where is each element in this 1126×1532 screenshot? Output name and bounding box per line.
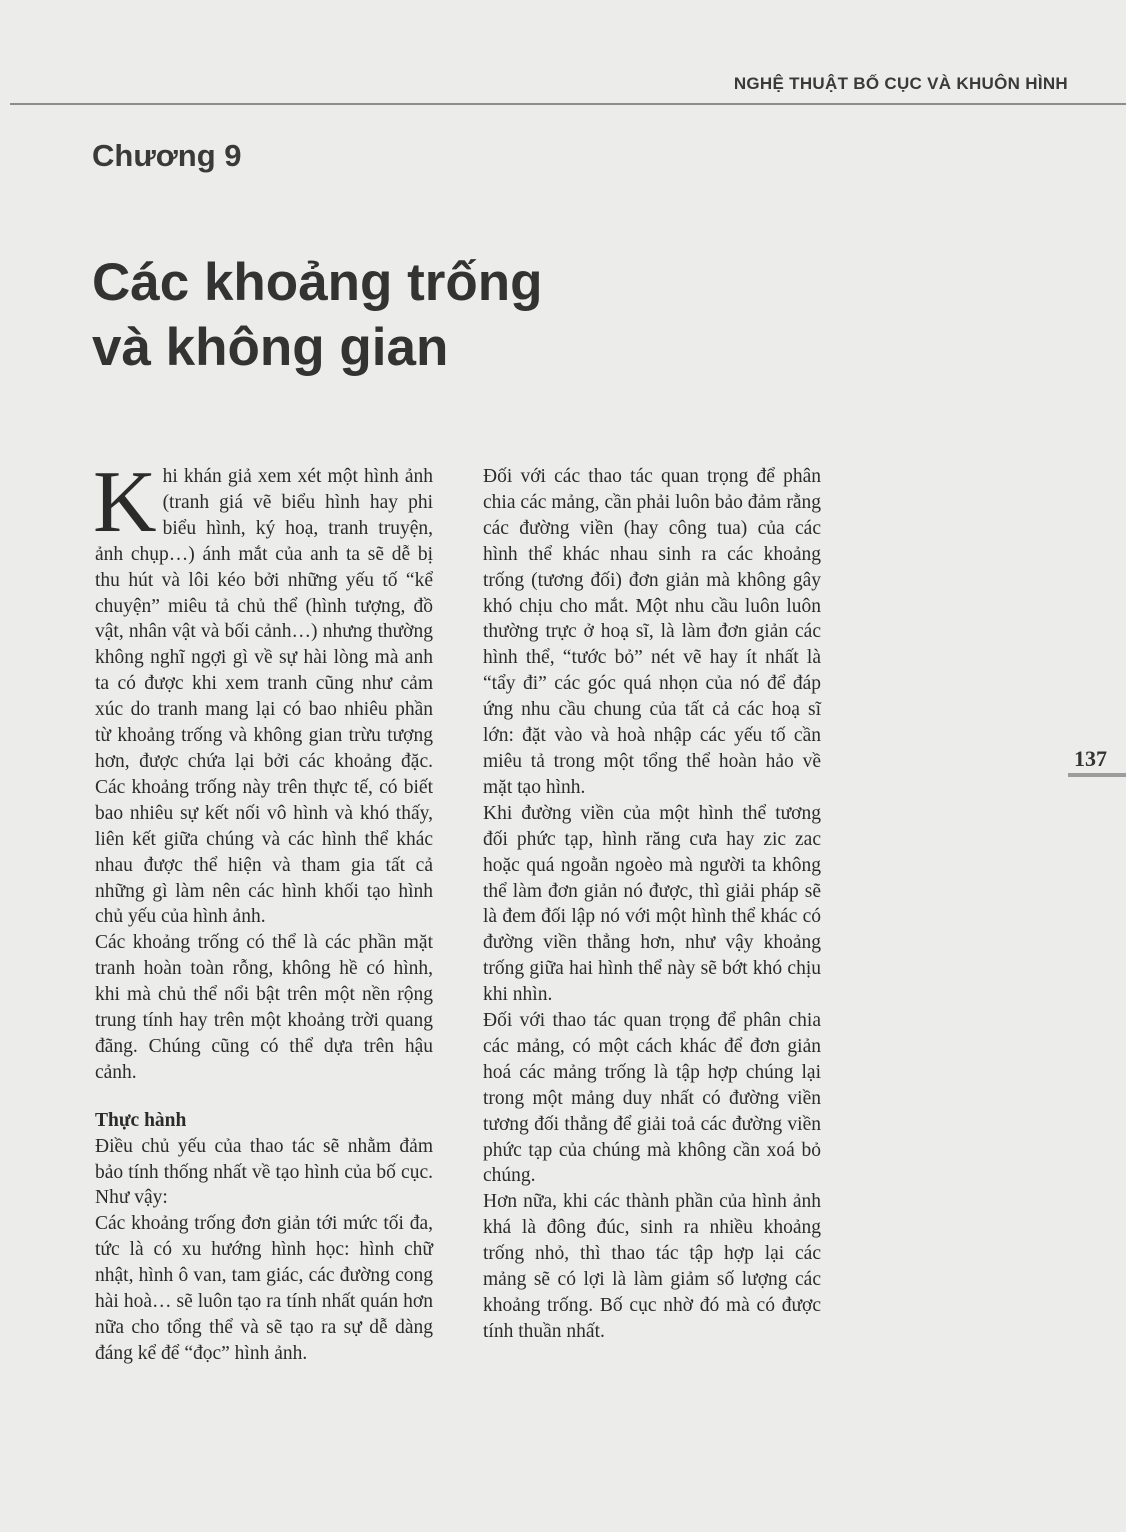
paragraph: Các khoảng trống có thể là các phần mặt tranh hoàn toàn rỗng, không hề có hình, khi mà chủ thể nổi bật trên một nền rộng trung tính hay trên một khoảng trời quang đãng. Chúng cũng có thể dựa trên hậu cảnh. xyxy=(95,932,433,1083)
header-divider xyxy=(10,103,1126,105)
drop-cap: K xyxy=(93,454,157,551)
left-text-column xyxy=(93,454,433,1367)
paragraph: Các khoảng trống đơn giản tới mức tối đa, tức là có xu hướng hình học: hình chữ nhật, hình ô van, tam giác, các đường cong hài hoà… sẽ luôn tạo ra tính nhất quán hơn nữa cho tổng thể và sẽ tạo ra sự dễ dàng đáng kể để “đọc” hình ảnh. xyxy=(95,1213,433,1364)
chapter-label: Chương 9 xyxy=(92,138,242,173)
opening-paragraph xyxy=(93,454,433,930)
running-header: NGHỆ THUẬT BỐ CỤC VÀ KHUÔN HÌNH xyxy=(733,74,1068,93)
paragraph: Điều chủ yếu của thao tác sẽ nhằm đảm bảo tính thống nhất về tạo hình của bố cục. Như vậy: xyxy=(95,1135,433,1209)
section-subheading: Thực hành xyxy=(95,1109,187,1131)
right-text-column xyxy=(483,464,821,1345)
page-number: 137 xyxy=(1074,746,1107,771)
opening-paragraph-text: hi khán giả xem xét một hình ảnh (tranh giá vẽ biểu hình hay phi biểu hình, ký hoạ, tranh truyện, ảnh chụp…) ánh mắt của anh ta sẽ dễ bị thu hút và lôi kéo bởi những yếu tố “kể chuyện” miêu tả chủ thể (hình tượng, đồ vật, nhân vật và bối cảnh…) nhưng thường không nghĩ ngợi gì về sự hài lòng mà anh ta có được khi xem tranh cũng như cảm xúc do tranh mang lại có bao nhiêu phần từ khoảng trống và không gian trừu tượng hơn, được chứa lại bởi các khoảng đặc. Các khoảng trống này trên thực tế, có biết bao nhiêu sự kết nối vô hình và khó thấy, liên kết giữa chúng và các hình thể khác nhau được thể hiện và tham gia tất cả những gì làm nên các hình khối tạo hình chủ yếu của hình ảnh. xyxy=(95,466,433,928)
chapter-title-line-2: và không gian xyxy=(92,318,449,377)
paragraph: Hơn nữa, khi các thành phần của hình ảnh khá là đông đúc, sinh ra nhiều khoảng trống nhỏ, thì thao tác tập hợp lại các mảng sẽ có lợi là làm giảm số lượng các khoảng trống. Bố cục nhờ đó mà có được tính thuần nhất. xyxy=(483,1191,821,1342)
chapter-title-line-1: Các khoảng trống xyxy=(92,253,543,312)
page-number-underline xyxy=(1068,773,1126,777)
paragraph: Đối với thao tác quan trọng để phân chia các mảng, có một cách khác để đơn giản hoá các mảng trống là tập hợp chúng lại trong một mảng duy nhất có đường viền tương đối thẳng để giải toả các đường viền phức tạp của chúng mà không cần xoá bỏ chúng. xyxy=(483,1010,821,1187)
chapter-title xyxy=(92,250,712,380)
paragraph: Khi đường viền của một hình thể tương đối phức tạp, hình răng cưa hay zic zac hoặc quá ngoằn ngoèo mà người ta không thể làm đơn giản nó được, thì giải pháp sẽ là đem đối lập nó với một hình thể khác có đường viền thẳng hơn, như vậy khoảng trống giữa hai hình thể này sẽ bớt khó chịu khi nhìn. xyxy=(483,802,821,1006)
paragraph: Đối với các thao tác quan trọng để phân chia các mảng, cần phải luôn bảo đảm rằng các đường viền (hay công tua) của các hình thể khác nhau sinh ra các khoảng trống (tương đối) đơn giản mà không gây khó chịu cho mắt. Một nhu cầu luôn luôn thường trực ở hoạ sĩ, là làm đơn giản các hình thể, “tước bỏ” nét vẽ hay ít nhất là “tẩy đi” các góc quá nhọn của nó để đáp ứng nhu cầu chung của tất cả các hoạ sĩ lớn: đặt vào và hoà nhập các yếu tố cần miêu tả trong một tổng thể hoàn hảo về mặt tạo hình. xyxy=(483,466,821,798)
